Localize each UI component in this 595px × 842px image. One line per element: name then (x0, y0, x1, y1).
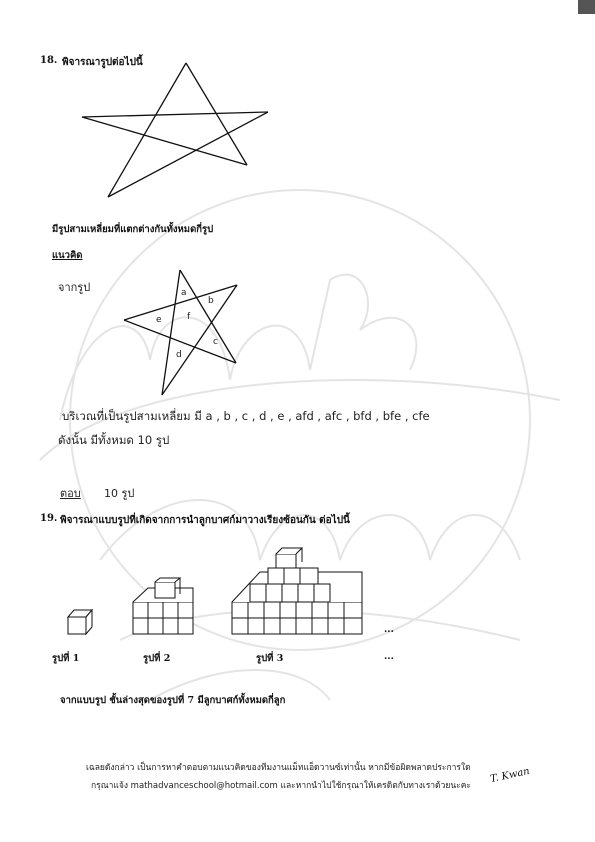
q18-prompt: พิจารณารูปต่อไปนี้ (62, 57, 143, 68)
ellipsis-1: ... (384, 624, 394, 635)
solution-line-1: บริเวณที่เป็นรูปสามเหลี่ยม มี a , b , c , d , e , afd , afc , bfd , bfe , cfe (62, 409, 430, 423)
region-label-d: d (176, 350, 182, 360)
region-label-b: b (208, 296, 214, 306)
q19-number: 19. (40, 513, 58, 524)
ellipsis-2: ... (384, 651, 394, 662)
footer-line-2: กรุณาแจ้ง mathadvanceschool@hotmail.com และหากนำไปใช้กรุณาให้เครดิตกับทางเราด้วยนะคะ (91, 781, 471, 791)
solution-line-2: ดังนั้น มีทั้งหมด 10 รูป (58, 433, 170, 447)
q19-prompt: พิจารณาแบบรูปที่เกิดจากการนำลูกบาศก์มาวางเรียงซ้อนกัน ต่อไปนี้ (60, 515, 350, 526)
q18-question: มีรูปสามเหลี่ยมที่แตกต่างกันทั้งหมดกี่รูป (52, 224, 214, 235)
region-label-a: a (181, 288, 187, 298)
fig1-label: รูปที่ 1 (52, 653, 80, 664)
footer-line-1: เฉลยดังกล่าว เป็นการหาคำตอบตามแนวคิดของทีมงานแม็ทแอ็ดวานซ์เท่านั้น หากมีข้อผิดพลาดประการใด (86, 763, 471, 773)
fig3-label: รูปที่ 3 (256, 653, 284, 664)
region-label-c: c (213, 337, 218, 347)
q19-question: จากแบบรูป ชั้นล่างสุดของรูปที่ 7 มีลูกบาศก์ทั้งหมดกี่ลูก (60, 695, 286, 706)
region-label-f: f (187, 312, 191, 322)
q18-number: 18. (40, 55, 58, 66)
answer-label: ตอบ (60, 487, 81, 500)
signature: T. Kwan (489, 765, 531, 786)
from-figure-label: จากรูป (58, 281, 91, 294)
region-label-e: e (156, 315, 162, 325)
answer-value: 10 รูป (104, 487, 135, 500)
solution-heading: แนวคิด (52, 250, 83, 261)
fig2-label: รูปที่ 2 (143, 653, 171, 664)
